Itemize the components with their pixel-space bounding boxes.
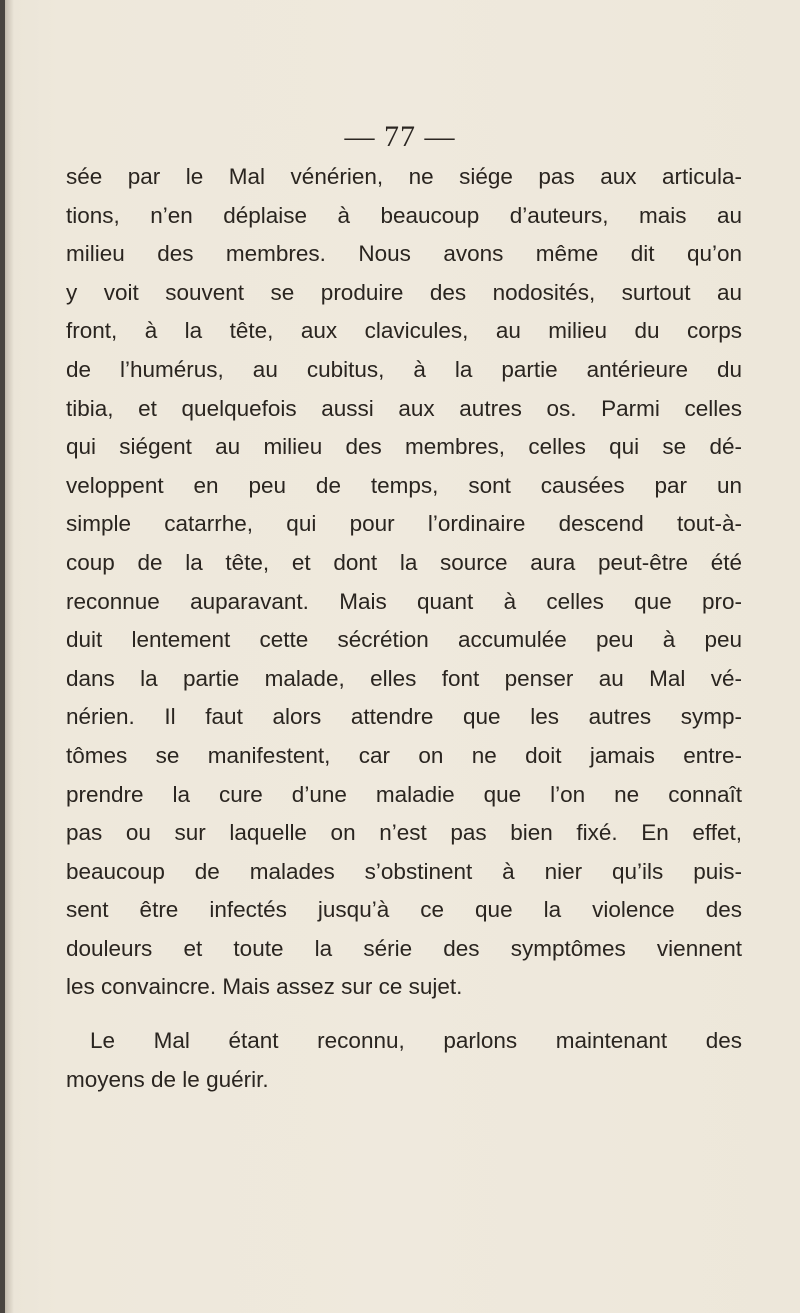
text-line: moyens de le guérir. [66, 1066, 269, 1092]
text-line: tômes se manifestent, car on ne doit jamais entre- [66, 742, 742, 768]
text-line: prendre la cure d’une maladie que l’on ne connaît [66, 781, 742, 807]
text-line: milieu des membres. Nous avons même dit qu’on [66, 241, 742, 267]
text-line: tions, n’en déplaise à beaucoup d’auteurs, mais au [66, 202, 742, 228]
text-line: douleurs et toute la série des symptômes viennent [66, 935, 742, 961]
text-line: les convaincre. Mais assez sur ce sujet. [66, 974, 463, 1000]
text-line: beaucoup de malades s’obstinent à nier qu’ils puis- [66, 858, 742, 884]
paragraph-gap [66, 1007, 742, 1022]
text-line: y voit souvent se produire des nodosités, surtout au [66, 279, 742, 305]
text-line: dans la partie malade, elles font penser au Mal vé- [66, 665, 742, 691]
text-line: front, à la tête, aux clavicules, au milieu du corps [66, 318, 742, 344]
text-line: veloppent en peu de temps, sont causées par un [66, 472, 742, 498]
text-line: sée par le Mal vénérien, ne siége pas aux articula- [66, 164, 742, 189]
text-line: reconnue auparavant. Mais quant à celles que pro- [66, 588, 742, 614]
text-line: nérien. Il faut alors attendre que les autres symp- [66, 704, 742, 730]
text-line: de l’humérus, au cubitus, à la partie antérieure du [66, 356, 742, 382]
body-text [66, 158, 742, 1099]
text-line: tibia, et quelquefois aussi aux autres os. Parmi celles [66, 395, 742, 421]
text-line: coup de la tête, et dont la source aura peut-être été [66, 549, 742, 575]
text-line: pas ou sur laquelle on n’est pas bien fixé. En effet, [66, 820, 742, 846]
page-number: — 77 — [344, 120, 456, 153]
page-gutter-shadow [0, 0, 5, 1313]
text-line: simple catarrhe, qui pour l’ordinaire descend tout-à- [66, 511, 742, 537]
text-line: Le Mal étant reconnu, parlons maintenant des [90, 1028, 742, 1054]
paragraph [66, 1022, 742, 1099]
text-line: duit lentement cette sécrétion accumulée peu à peu [66, 627, 742, 653]
text-line: qui siégent au milieu des membres, celles qui se dé- [66, 434, 742, 460]
paragraph [66, 158, 742, 1007]
text-line: sent être infectés jusqu’à ce que la violence des [66, 897, 742, 923]
